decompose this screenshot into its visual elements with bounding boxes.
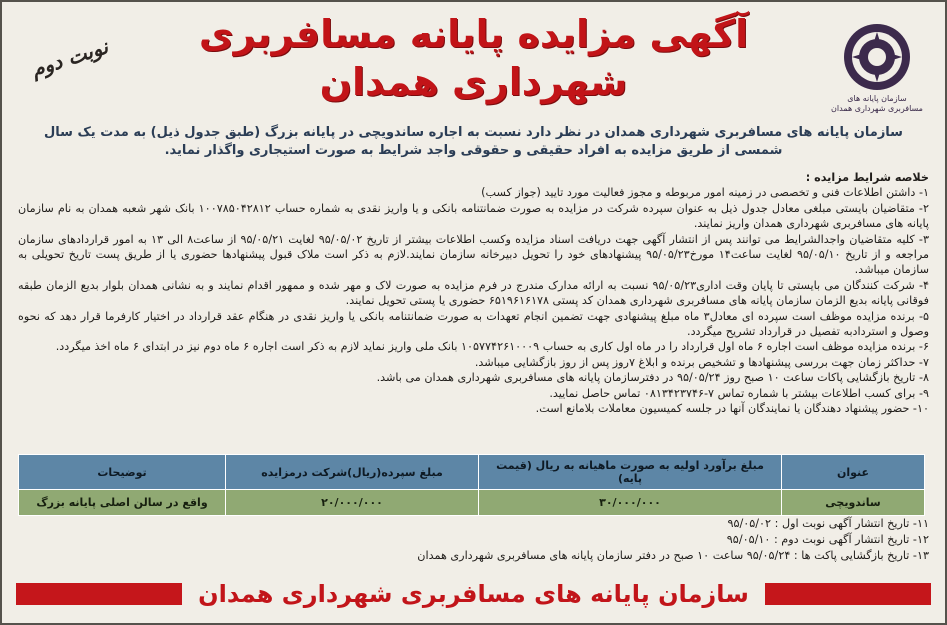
organization-logo <box>831 22 923 116</box>
condition-item: ۱۰- حضور پیشنهاد دهندگان یا نمایندگان آنها در جلسه کمیسیون معاملات بلامانع است. <box>535 402 929 416</box>
conditions-heading: خلاصه شرایط مزایده : <box>805 171 929 184</box>
condition-item: ۳- کلیه متقاضیان واجدالشرایط می توانند پس از انتشار آگهی جهت دریافت اسناد مزایده وکسب اطلاعات بیشتر از تاریخ ۹۵/۰۵/۰۲ لغایت ۹۵/۰۵/۲۱ از ساعت۸ الی ۱۳ به امور قراردادهای سازمان مراجعه و از تاریخ ۹۵/۰۵/۱۰ لغایت ساعت۱۴ مورخ۹۵/۰۵/۲۳ پیشنهادهای خود را تحویل دبیرخانه سازمان نمایند.لازم به ذکر است ملاک قبول پیشنهادها حضوری یا از طریق پست تاریخ تحویلی به سازمان میباشد. <box>18 232 930 277</box>
intro-paragraph: سازمان پایانه های مسافربری شهرداری همدان در نظر دارد نسبت به اجاره ساندویچی در پایانه بزرگ (طبق جدول ذیل) به مدت یک سال شمسی از طریق مزایده به افراد حقیقی و حقوقی واجد شرایط به صورت استیجاری واگذار نماید. <box>44 125 903 158</box>
cell-title: ساندویچی <box>782 490 925 516</box>
cell-notes: واقع در سالن اصلی پایانه بزرگ <box>19 490 226 516</box>
table-row <box>19 490 925 516</box>
footer-bar-right <box>765 583 931 605</box>
title-line-2: شهرداری همدان <box>319 60 628 104</box>
date-item: ۱۳- تاریخ بازگشایی پاکت ها : ۹۵/۰۵/۲۴ ساعت ۱۰ صبح در دفتر سازمان پایانه های مسافربری شهرداری همدان <box>417 549 929 562</box>
footer-bar-left <box>16 583 182 605</box>
dates-section <box>22 516 929 564</box>
title-line-1: آگهی مزایده پایانه مسافربری <box>198 12 749 56</box>
logo-emblem-icon <box>842 22 912 92</box>
column-header-title: عنوان <box>782 455 925 490</box>
condition-item: ۱- داشتن اطلاعات فنی و تخصصی در زمینه امور مربوطه و مجوز فعالیت مورد تایید (جواز کسب) <box>481 186 929 200</box>
conditions-section <box>18 170 929 417</box>
condition-item: ۹- برای کسب اطلاعات بیشتر با شماره تماس ۷-۰۸۱۳۴۲۳۷۴۶ تماس حاصل نمایید. <box>549 386 929 400</box>
footer-banner <box>16 575 931 613</box>
column-header-notes: توضیحات <box>19 455 226 490</box>
condition-item: ۶- برنده مزایده موظف است اجاره ۶ ماه اول قرارداد را در ماه اول کاری به حساب ۱۰۵۷۷۴۲۶۱۰۰۰۹ بانک ملی واریز نماید لازم به ذکر است اجاره ۶ ماه دوم نیز در ابتدای ۶ ماه اخذ میگردد. <box>55 340 929 354</box>
auction-table <box>18 454 925 516</box>
header <box>2 2 945 120</box>
condition-item: ۴- شرکت کنندگان می بایستی تا پایان وقت اداری۹۵/۰۵/۲۳ نسبت به ارائه مدارک مندرج در فرم مزایده به صورت لاک و مهر شده و ممهور اقدام نمایند و به نشانی همدان بلوار بدیع الزمان طبقه فوقانی پایانه بدیع الزمان سازمان پایانه های مسافربری شهرداری همدان کد پستی ۶۵۱۹۶۱۶۱۷۸ حضوری یا پستی تحویل نمایند. <box>18 278 930 308</box>
condition-item: ۵- برنده مزایده موظف است سپرده ای معادل۳ ماه مبلغ پیشنهادی جهت تضمین انجام تعهدات به صورت ضمانتنامه بانکی یا واریز نقدی در هنگام عقد قرارداد در اختیار کارفرما قرار دهد که نحوه وصول و استردادبه تفصیل در قرارداد تشریح میگردد. <box>18 309 929 339</box>
round-label: نوبت دوم <box>28 34 111 82</box>
date-item: ۱۱- تاریخ انتشار آگهی نوبت اول : ۹۵/۰۵/۰۲ <box>727 517 929 530</box>
table-header-row <box>19 455 925 490</box>
footer-organization-name: سازمان پایانه های مسافربری شهرداری همدان <box>198 580 749 608</box>
condition-item: ۷- حداکثر زمان جهت بررسی پیشنهادها و تشخیص برنده و ابلاغ ۷روز پس از روز بازگشایی میباشد. <box>474 355 929 369</box>
date-item: ۱۲- تاریخ انتشار آگهی نوبت دوم : ۹۵/۰۵/۱۰ <box>726 533 929 546</box>
cell-deposit: ۲۰/۰۰۰/۰۰۰ <box>226 490 479 516</box>
page-title <box>162 10 785 106</box>
condition-item: ۲- متقاضیان بایستی مبلغی معادل جدول ذیل به عنوان سپرده شرکت در مزایده به صورت ضمانتنامه بانکی و یا واریز نقدی به شماره حساب ۱۰۰۷۸۵۰۴۲۸۱۲ بانک شهر شعبه همدان به نام سازمان پایانه های مسافربری شهرداری همدان واریز نمایند. <box>18 201 929 231</box>
logo-caption: سازمان پایانه های مسافربری شهرداری همدان <box>831 94 923 113</box>
column-header-base-price: مبلغ برآورد اولیه به صورت ماهیانه به ریال (قیمت پایه) <box>479 455 782 490</box>
column-header-deposit: مبلغ سپرده(ریال)شرکت درمزایده <box>226 455 479 490</box>
condition-item: ۸- تاریخ بازگشایی پاکات ساعت ۱۰ صبح روز ۹۵/۰۵/۲۴ در دفترسازمان پایانه های مسافربری شهرداری همدان می باشد. <box>376 371 929 385</box>
cell-base-price: ۳۰/۰۰۰/۰۰۰ <box>479 490 782 516</box>
